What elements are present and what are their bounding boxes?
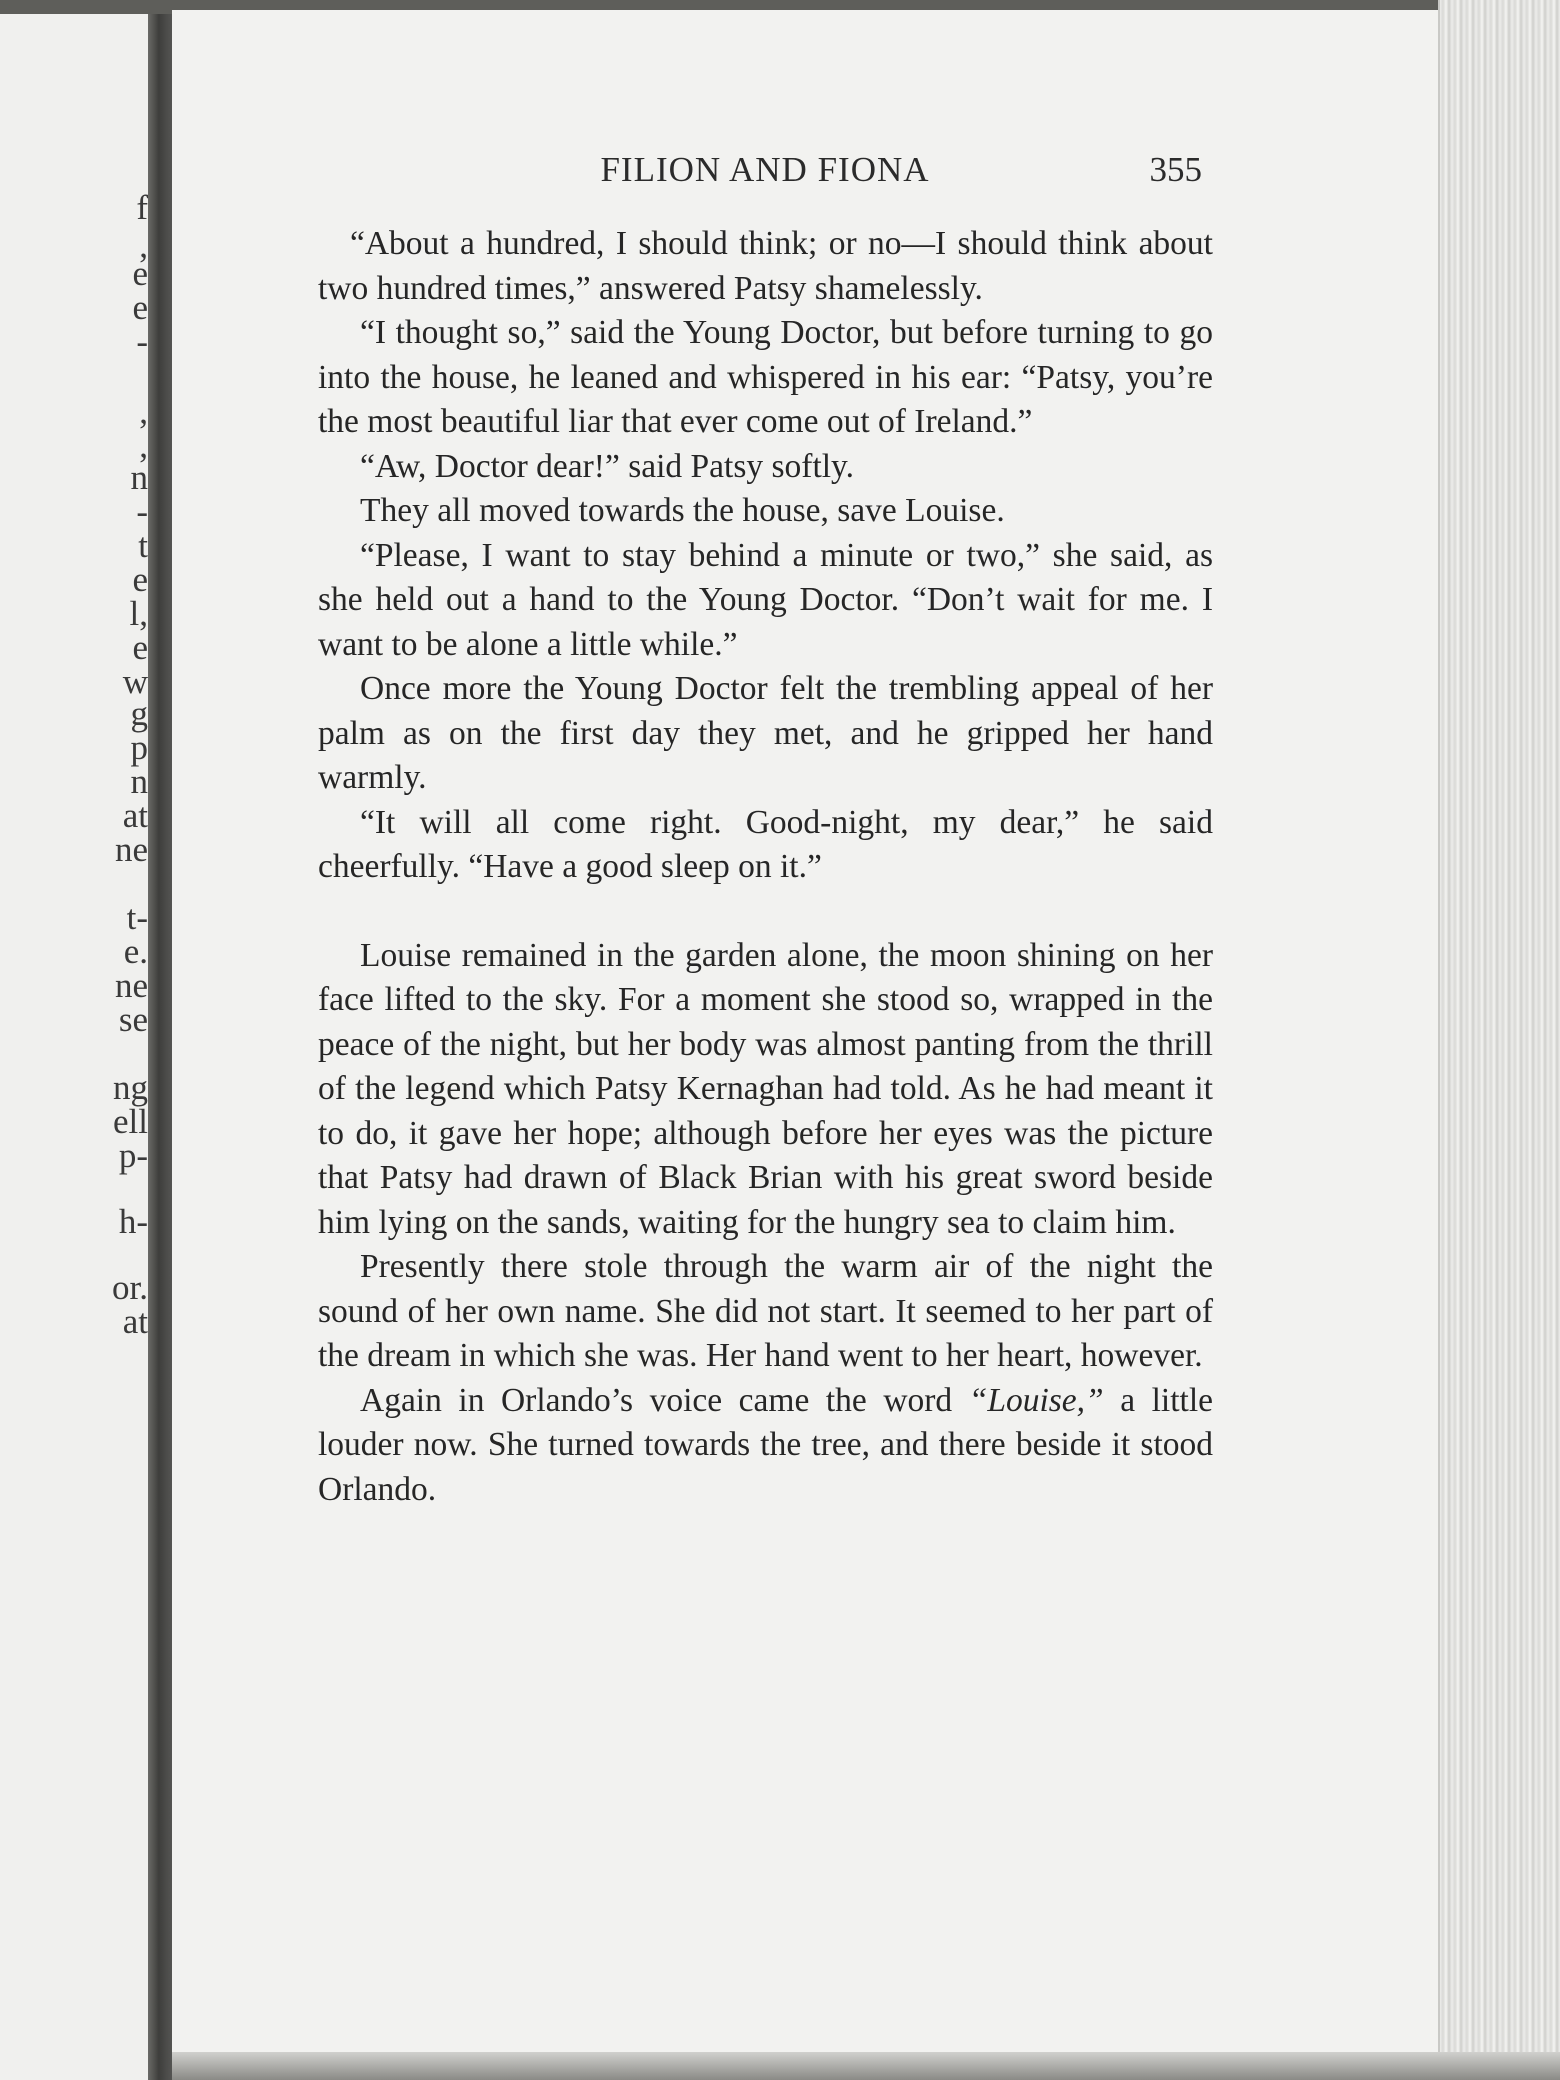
left-page-fragment: e [132,560,148,599]
left-page-margin [0,14,148,2080]
body-text [318,222,1213,1512]
paragraph: “Please, I want to stay behind a minute or two,” she said, as she held out a hand to the Young Doctor. “Don’t wait for me. I want to be alone a little while.” [318,536,1213,663]
left-page-fragment: n [130,458,148,497]
paragraph: “It will all come right. Good-night, my dear,” he said cheerfully. “Have a good sleep on it.” [318,803,1213,885]
left-page-fragment: at [122,796,148,835]
paragraph: Louise remained in the garden alone, the moon shining on her face lifted to the sky. For a moment she stood so, wrapped in the peace of the night, but her body was almost panting from the thrill of the legend which Patsy Kernaghan had told. As he had meant it to do, it gave her hope; although before her eyes was the picture that Patsy had drawn of Black Brian with his great sword beside him lying on the sands, waiting for the hungry sea to claim him. [318,936,1213,1241]
paragraph: Once more the Young Doctor felt the trembling appeal of her palm as on the first day they met, and he gripped her hand warmly. [318,670,1213,796]
paragraph: “I thought so,” said the Young Doctor, but before turning to go into the house, he leaned and whispered in his ear: “Patsy, you’re the most beautiful liar that ever come out of Ireland.” [318,314,1213,440]
running-header [320,150,1210,200]
left-page-fragment: se [118,1000,148,1039]
paragraph: They all moved towards the house, save Louise. [360,492,1005,529]
left-page-fragment: ne [114,830,148,869]
paragraph: Presently there stole through the warm air of the night the sound of her own name. She did not start. It seemed to her part of the dream in which she was. Her hand went to her heart, however. [318,1248,1213,1374]
section-break [318,890,1213,934]
left-page-fragment: e [132,628,148,667]
left-page-fragment: t [138,526,148,565]
bottom-page-edge [172,2052,1560,2080]
left-page-fragment: - [136,492,148,531]
left-page-fragment: , [139,226,148,265]
left-page-fragment: e [132,254,148,293]
left-page-fragment: w [122,662,148,701]
italic-name: “Louise,” [968,1381,1104,1419]
left-page-fragment: ell [113,1102,148,1141]
left-page-fragment: ne [114,966,148,1005]
left-page-fragment: n [130,762,148,801]
running-title: FILION AND FIONA [600,150,930,189]
left-page-fragment: p [130,728,148,767]
left-page-fragment: p- [118,1136,148,1175]
left-page-fragment: - [136,322,148,361]
paragraph: “Aw, Doctor dear!” said Patsy softly. [360,447,855,485]
left-page-fragment: g [130,694,148,733]
left-page-fragment: t- [126,898,148,937]
left-page-fragment: f [136,188,148,227]
paragraph-text: Again in Orlando’s voice came the word [360,1381,969,1419]
left-page-fragment: ng [113,1068,148,1107]
left-page-fragment: , [139,426,148,465]
left-page-fragment: h- [118,1202,148,1241]
paragraph-text: a little louder now. She turned towards the tree, and there beside it stood Orlando. [318,1381,1213,1508]
page-fore-edge [1440,0,1560,2080]
page-number: 355 [1149,150,1202,189]
left-page-fragment: l, [129,594,148,633]
final-paragraph [318,1379,1213,1513]
paragraph: “About a hundred, I should think; or no—I should think about two hundred times,” answered Patsy shamelessly. [318,225,1213,307]
left-page-fragment: , [139,392,148,431]
left-page-fragment: or. [112,1268,148,1307]
left-page-fragment: e [132,288,148,327]
left-page-fragment: at [122,1302,148,1341]
book-gutter [148,14,172,2080]
left-page-fragment: e. [123,932,148,971]
